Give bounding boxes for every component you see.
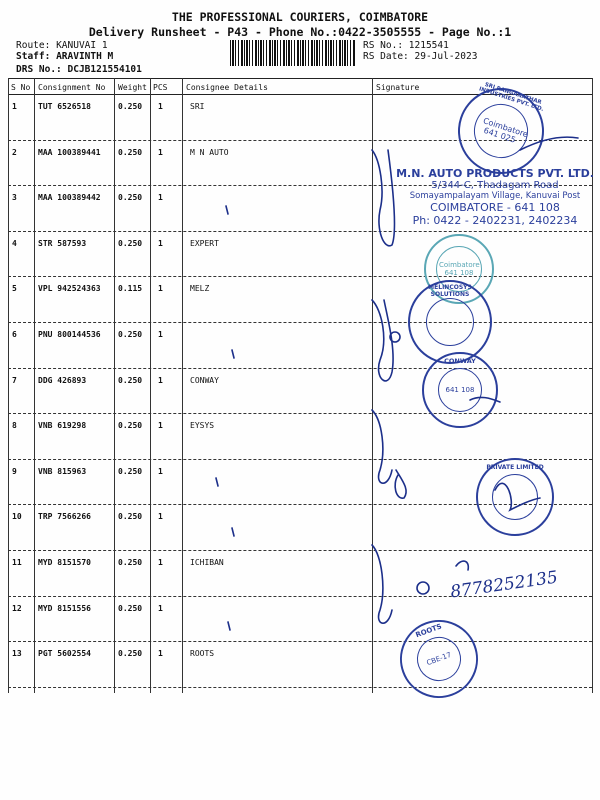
cell-pcs: 1 <box>158 102 163 111</box>
company-city: COIMBATORE - 641 108 <box>430 201 560 214</box>
route-value: KANUVAI 1 <box>56 40 108 51</box>
company-name: M.N. AUTO PRODUCTS PVT. LTD. <box>396 167 594 180</box>
cell-weight: 0.250 <box>118 147 143 157</box>
cell-pcs: 1 <box>158 238 163 248</box>
rs-no-label: RS No.: <box>363 40 404 51</box>
cell-consignee: ICHIBAN <box>190 558 224 567</box>
cell-cons: STR 587593 <box>38 238 87 248</box>
cell-sno: 3 <box>12 193 17 203</box>
cell-cons: VNB 815963 <box>38 466 87 476</box>
rs-date-label: RS Date: <box>363 51 409 62</box>
cell-pcs: 1 <box>158 193 163 203</box>
staff-value: ARAVINTH M <box>56 51 114 62</box>
cell-weight: 0.250 <box>118 466 143 476</box>
signature-stroke <box>372 545 392 623</box>
signature-stroke <box>417 582 429 594</box>
document-subtitle: Delivery Runsheet - P43 - Phone No.:0422-3505555 - Page No.:1 <box>88 25 512 39</box>
signature-stroke <box>395 470 406 498</box>
cell-cons: TRP 7566266 <box>38 512 91 522</box>
cell-sno: 1 <box>12 102 17 111</box>
stamp-ring-text: MELINCOSYS SOLUTIONS <box>428 284 472 298</box>
stamp-ring-text: ROOTS <box>414 622 443 640</box>
cell-pcs: 1 <box>158 603 163 613</box>
cell-consignee: CONWAY <box>190 375 219 385</box>
cell-consignee: EXPERT <box>190 238 219 248</box>
cell-cons: MYD 8151570 <box>38 558 91 567</box>
cell-sno: 2 <box>12 147 17 157</box>
cell-pcs: 1 <box>158 330 163 339</box>
cell-weight: 0.250 <box>118 649 143 659</box>
header-pcs: PCS <box>153 83 168 92</box>
cell-pcs: 1 <box>158 284 163 294</box>
cell-sno: 8 <box>12 421 17 431</box>
cell-cons: VPL 942524363 <box>38 284 101 294</box>
signature-stroke <box>372 150 395 246</box>
signature-stroke <box>520 137 578 150</box>
cell-pcs: 1 <box>158 512 163 522</box>
cell-cons: PNU 800144536 <box>38 330 101 339</box>
cell-sno: 6 <box>12 330 17 339</box>
cell-weight: 0.250 <box>118 375 143 385</box>
cell-consignee: MELZ <box>190 284 210 294</box>
cell-cons: PGT 5602554 <box>38 649 91 659</box>
cell-sno: 11 <box>12 558 22 567</box>
signature-stroke <box>372 410 392 483</box>
cell-cons: VNB 619298 <box>38 421 87 431</box>
cell-weight: 0.250 <box>118 512 143 522</box>
staff-label: Staff: <box>16 51 51 62</box>
header-signature: Signature <box>376 83 420 92</box>
route-label: Route: <box>16 40 51 51</box>
drs-label: DRS No.: <box>16 64 62 75</box>
header-weight: Weight <box>118 83 147 92</box>
cell-consignee: ROOTS <box>190 649 215 659</box>
stamp-center-text: 641 108 <box>445 386 475 394</box>
signature-stroke <box>372 300 393 381</box>
signature-stroke <box>216 206 234 630</box>
stamp-center-text: CBE-17 <box>425 650 453 668</box>
cell-consignee: M N AUTO <box>190 147 229 157</box>
cell-weight: 0.250 <box>118 558 143 567</box>
cell-sno: 9 <box>12 466 17 476</box>
cell-weight: 0.250 <box>118 603 143 613</box>
cell-weight: 0.250 <box>118 238 143 248</box>
rs-no-value: 1215541 <box>408 40 449 51</box>
cell-consignee: SRI <box>190 102 205 111</box>
drs-value: DCJB121554101 <box>67 64 142 75</box>
company-address-2: Somayampalayam Village, Kanuvai Post <box>409 191 581 201</box>
signature-stroke <box>470 397 500 402</box>
cell-weight: 0.250 <box>118 193 143 203</box>
cell-sno: 13 <box>12 649 22 659</box>
header-sno: S No <box>11 83 31 92</box>
stamp-ring-text: SRI RANGANATHAR INDUSTRIES PVT. LTD. <box>478 81 545 113</box>
signature-stroke <box>456 561 468 570</box>
cell-weight: 0.250 <box>118 421 143 431</box>
cell-sno: 4 <box>12 238 17 248</box>
stamp-ring-text: PRIVATE LIMITED <box>486 464 544 471</box>
handwritten-phone: 8778252135 <box>449 567 560 603</box>
cell-weight: 0.250 <box>118 330 143 339</box>
cell-pcs: 1 <box>158 466 163 476</box>
cell-cons: MAA 100389441 <box>38 147 101 157</box>
cell-weight: 0.115 <box>118 284 143 294</box>
cell-cons: DDG 426893 <box>38 375 87 385</box>
rs-date-value: 29-Jul-2023 <box>414 51 478 62</box>
cell-pcs: 1 <box>158 147 163 157</box>
stamp-ring-text: CONWAY <box>444 357 476 365</box>
cell-pcs: 1 <box>158 421 163 431</box>
cell-weight: 0.250 <box>118 102 143 111</box>
stamp-center-text: Coimbatore 641 025 <box>481 116 530 145</box>
cell-pcs: 1 <box>158 649 163 659</box>
cell-cons: TUT 6526518 <box>38 102 91 111</box>
document-title: THE PROFESSIONAL COURIERS, COIMBATORE <box>171 10 429 24</box>
cell-cons: MAA 100389442 <box>38 193 101 203</box>
signature-stroke <box>495 483 540 510</box>
cell-sno: 12 <box>12 603 22 613</box>
cell-cons: MYD 8151556 <box>38 603 91 613</box>
company-address-1: 5/344-C, Thadagam Road <box>431 180 559 191</box>
cell-sno: 7 <box>12 375 17 385</box>
cell-sno: 10 <box>12 512 22 522</box>
header-consignee: Consignee Details <box>186 83 268 92</box>
company-phone: Ph: 0422 - 2402231, 2402234 <box>412 214 578 227</box>
cell-sno: 5 <box>12 284 17 294</box>
stamp-center-text: Coimbatore 641 108 <box>439 261 480 277</box>
header-consignment: Consignment No <box>38 83 106 92</box>
cell-consignee: EYSYS <box>190 421 215 431</box>
cell-pcs: 1 <box>158 558 163 567</box>
cell-pcs: 1 <box>158 375 163 385</box>
